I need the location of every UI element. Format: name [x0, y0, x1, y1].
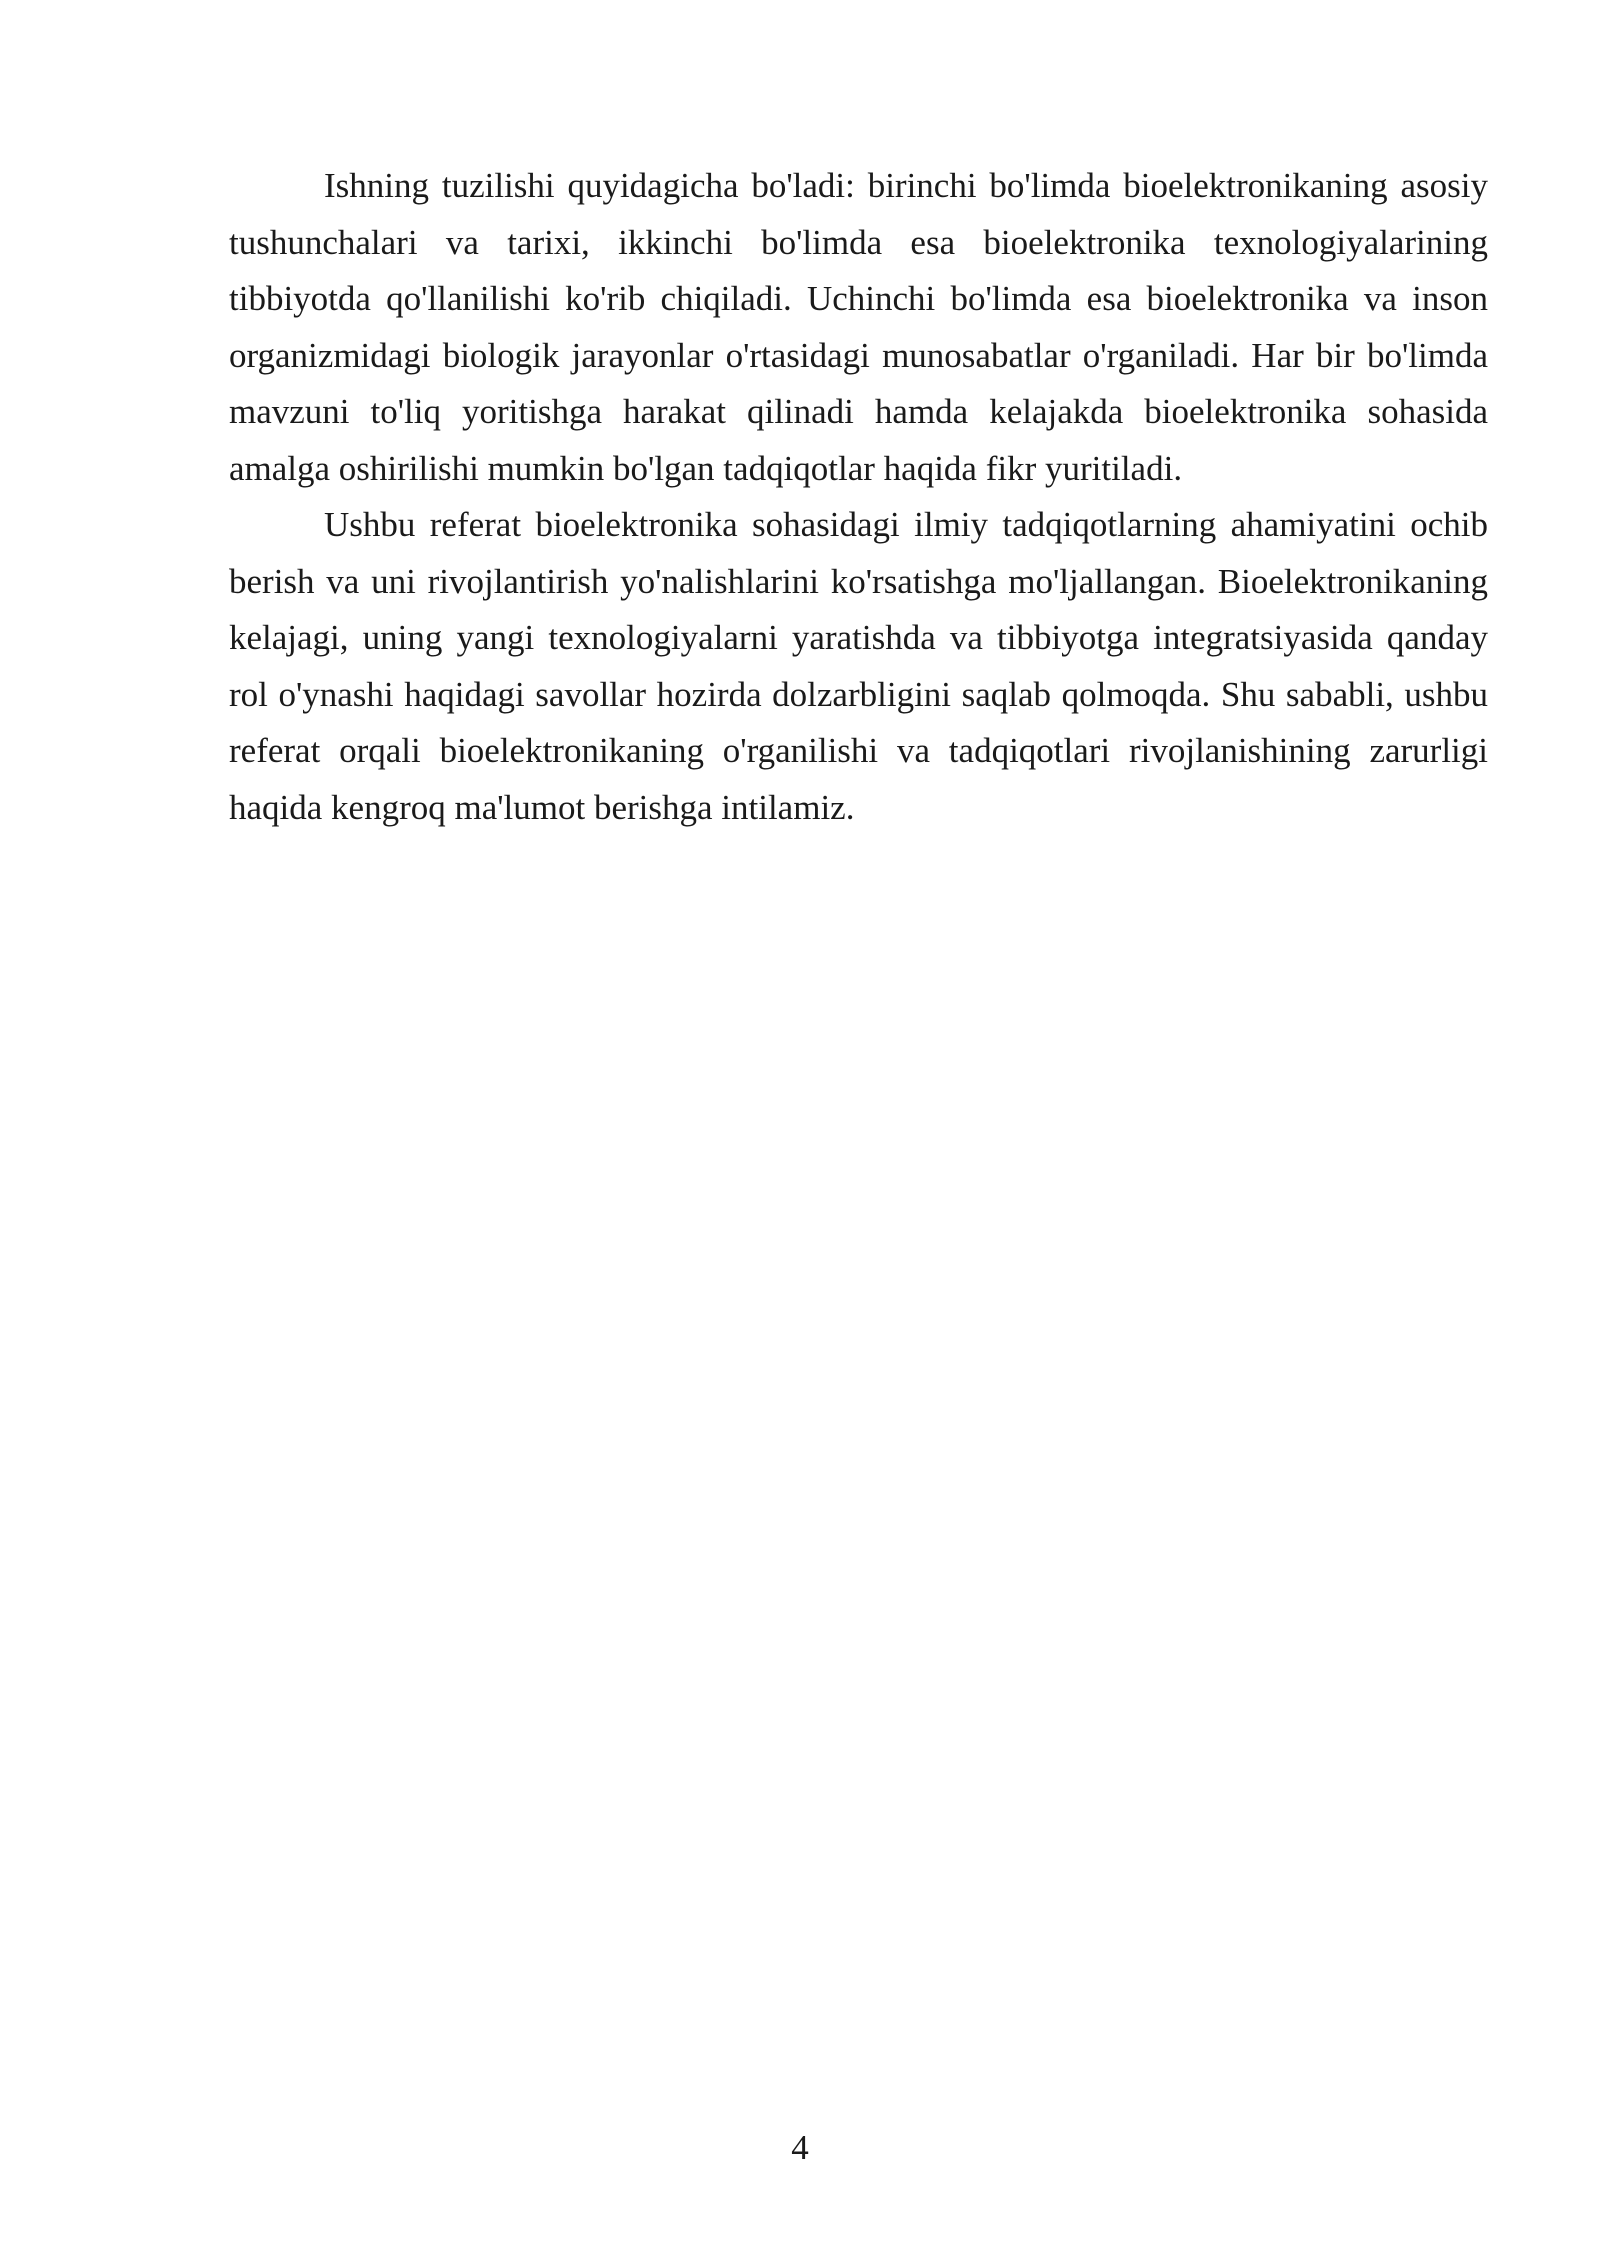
page-number: 4 — [791, 2128, 809, 2167]
paragraph: Ishning tuzilishi quyidagicha bo'ladi: birinchi bo'limda bioelektronikaning asosiy tushunchalari va tarixi, ikkinchi bo'limda esa bioelektronika texnologiyalarining tibbiyotda qo'llanilishi ko'rib chiqiladi. Uchinchi bo'limda esa bioelektronika va inson organizmidagi biologik jarayonlar o'rtasidagi munosabatlar o'rganiladi. Har bir bo'limda mavzuni to'liq yoritishga harakat qilinadi hamda kelajakda bioelektronika sohasida amalga oshirilishi mumkin bo'lgan tadqiqotlar haqida fikr yuritiladi. — [229, 166, 1488, 488]
document-body — [229, 158, 1488, 836]
paragraph: Ushbu referat bioelektronika sohasidagi ilmiy tadqiqotlarning ahamiyatini ochib berish va uni rivojlantirish yo'nalishlarini ko'rsatishga mo'ljallangan. Bioelektronikaning kelajagi, uning yangi texnologiyalarni yaratishda va tibbiyotga integratsiyasida qanday rol o'ynashi haqidagi savollar hozirda dolzarbligini saqlab qolmoqda. Shu sababli, ushbu referat orqali bioelektronikaning o'rganilishi va tadqiqotlari rivojlanishining zarurligi haqida kengroq ma'lumot berishga intilamiz. — [229, 505, 1488, 827]
